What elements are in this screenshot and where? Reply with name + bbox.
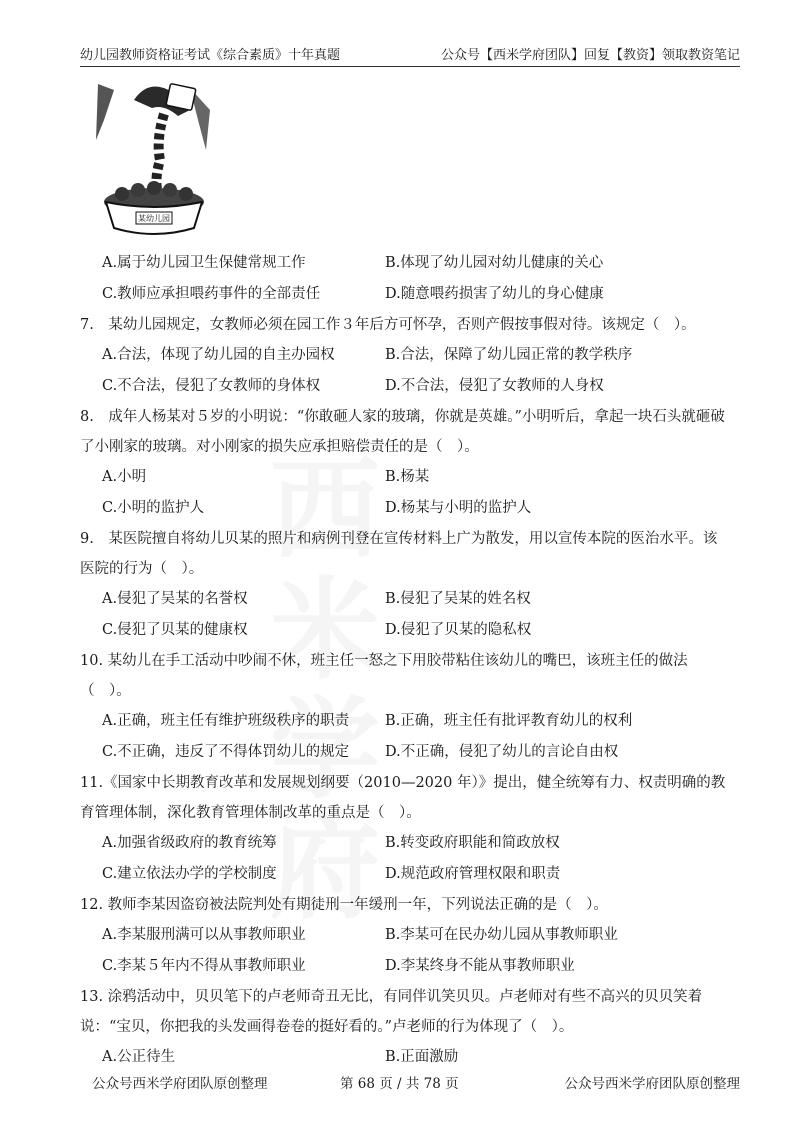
option-c: C.建立依法办学的学校制度 [102,866,277,882]
option-a: A.小明 [102,469,147,485]
question-stem: 8. 成年人杨某对５岁的小明说：“你敢砸人家的玻璃，你就是英雄。”小明听后，拿起一块石头就砸破了小刚家的玻璃。对小刚家的损失应承担赔偿责任的是（ ）。 [80,409,725,455]
option-d: D.不合法，侵犯了女教师的人身权 [385,378,604,394]
option-c: C.侵犯了贝某的健康权 [102,622,248,638]
question-12 [80,890,730,982]
question-9 [80,524,730,646]
option-a: A.加强省级政府的教育统筹 [102,835,277,851]
bowl-label: 某幼儿园 [138,214,170,223]
option-b: B.正确，班主任有批评教育幼儿的权利 [385,713,633,729]
q6-option-d: D.随意喂药损害了幼儿的身心健康 [385,286,604,302]
medicine-bowl-illustration [94,80,212,240]
option-a: A.公正待生 [102,1049,176,1065]
footer-left: 公众号西米学府团队原创整理 [92,1076,268,1092]
option-b: B.转变政府职能和简政放权 [385,835,560,851]
option-d: D.不正确，侵犯了幼儿的言论自由权 [385,744,619,760]
question-stem: 7. 某幼儿园规定，女教师必须在园工作３年后方可怀孕，否则产假按事假对待。该规定（ ）。 [80,317,696,333]
question-7 [80,310,730,402]
q6-option-c: C.教师应承担喂药事件的全部责任 [102,286,321,302]
option-a: A.侵犯了吴某的名誉权 [102,591,248,607]
page-header [80,42,740,67]
option-c: C.不合法，侵犯了女教师的身体权 [102,378,321,394]
q6-options [80,248,730,310]
option-b: B.合法，保障了幼儿园正常的教学秩序 [385,347,633,363]
question-8 [80,402,730,524]
option-d: D.李某终身不能从事教师职业 [385,958,575,974]
option-b: B.李某可在民办幼儿园从事教师职业 [385,927,618,943]
footer-right: 公众号西米学府团队原创整理 [564,1076,740,1092]
question-13 [80,982,730,1073]
option-b: B.侵犯了吴某的姓名权 [385,591,531,607]
question-list [80,248,730,1073]
option-c: C.小明的监护人 [102,500,205,516]
option-d: D.规范政府管理权限和职责 [385,866,561,882]
option-c: C.不正确，违反了不得体罚幼儿的规定 [102,744,350,760]
question-10 [80,646,730,768]
q6-option-a: A.属于幼儿园卫生保健常规工作 [102,255,306,271]
question-stem: 12. 教师李某因盗窃被法院判处有期徒刑一年缓刑一年，下列说法正确的是（ ）。 [80,897,608,913]
option-d: D.侵犯了贝某的隐私权 [385,622,532,638]
cartoon-figure [94,80,212,240]
option-b: B.杨某 [385,469,430,485]
question-stem: 10. 某幼儿在手工活动中吵闹不休，班主任一怒之下用胶带粘住该幼儿的嘴巴，该班主任的做法（ ）。 [80,653,688,699]
option-a: A.正确，班主任有维护班级秩序的职责 [102,713,350,729]
q6-option-b: B.体现了幼儿园对幼儿健康的关心 [385,255,604,271]
header-title: 幼儿园教师资格证考试《综合素质》十年真题 [80,48,341,63]
question-stem: 13. 涂鸦活动中，贝贝笔下的卢老师奇丑无比，有同伴讥笑贝贝。卢老师对有些不高兴的贝贝笑着说：“宝贝，你把我的头发画得卷卷的挺好看的。”卢老师的行为体现了（ ）。 [80,989,703,1035]
page-number: 第 68 页 / 共 78 页 [340,1076,459,1092]
option-a: A.合法，体现了幼儿园的自主办园权 [102,347,335,363]
option-b: B.正面激励 [385,1049,459,1065]
question-stem: 11.《国家中长期教育改革和发展规划纲要（2010—2020 年）》提出，健全统筹有力、权责明确的教育管理体制，深化教育管理体制改革的重点是（ ）。 [80,775,726,821]
question-11 [80,768,730,890]
header-note: 公众号【西米学府团队】回复【教资】领取教资笔记 [440,48,740,63]
option-c: C.李某５年内不得从事教师职业 [102,958,306,974]
option-d: D.杨某与小明的监护人 [385,500,532,516]
option-a: A.李某服刑满可以从事教师职业 [102,927,306,943]
question-stem: 9. 某医院擅自将幼儿贝某的照片和病例刊登在宣传材料上广为散发，用以宣传本院的医治水平。该医院的行为（ ）。 [80,531,718,577]
